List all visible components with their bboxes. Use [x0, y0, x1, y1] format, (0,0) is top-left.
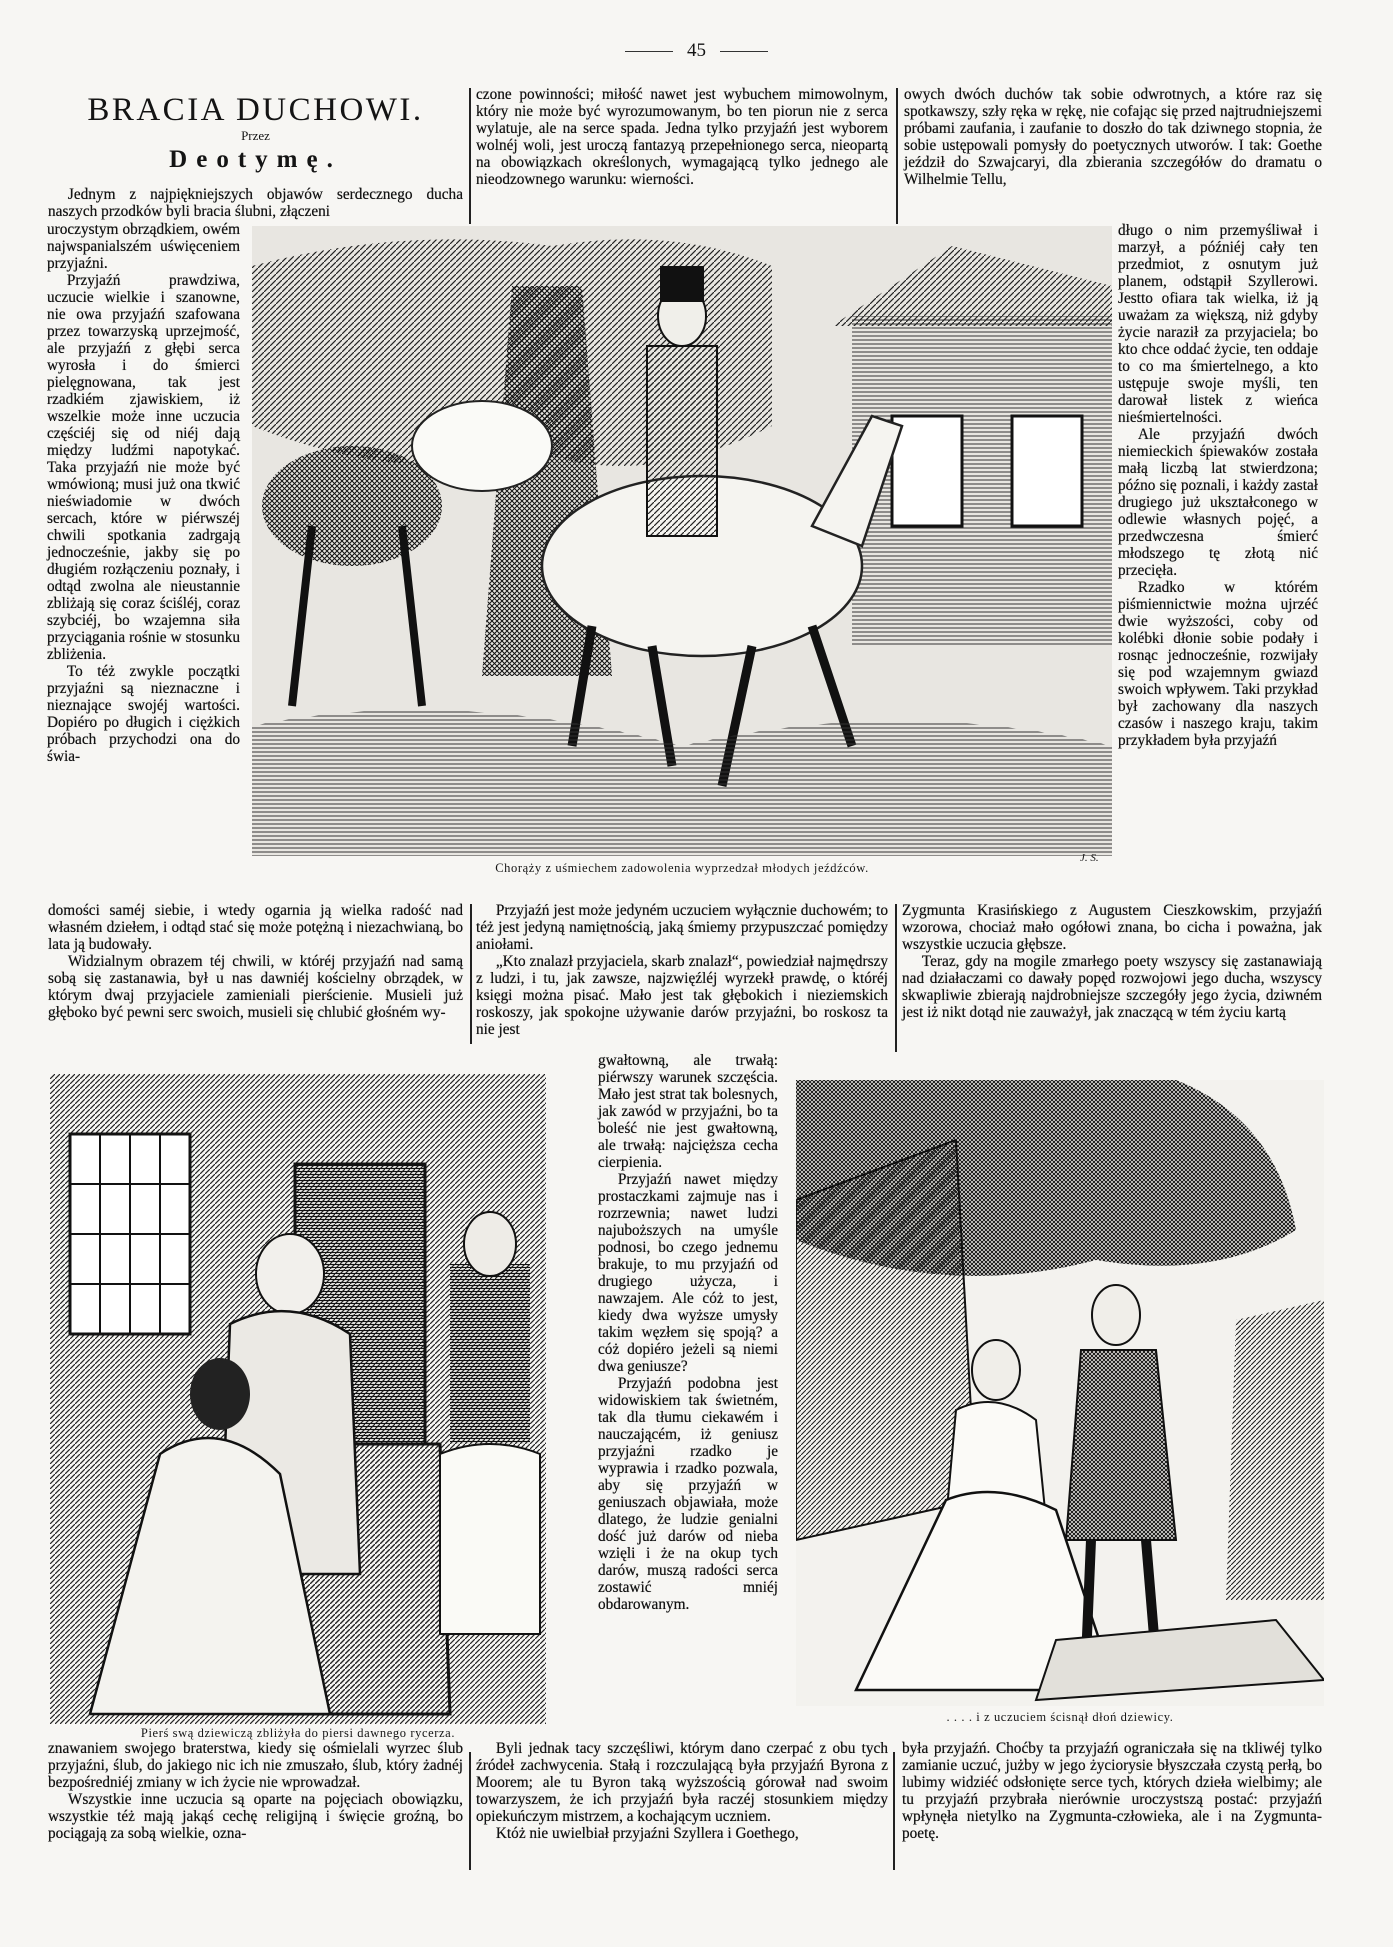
text-col2-narrow [598, 1052, 778, 1613]
column-rule [469, 88, 471, 224]
paragraph: domości saméj siebie, i wtedy ogarnia ją wielka radość nad własném dziełem, i odtąd stać się może potężną i niezachwianą, bo lata ją budowały. [48, 902, 463, 953]
paragraph: owych dwóch duchów tak sobie odwrotnych, a które raz się spotkawszy, szły ręka w rękę, nie cofając się przed najtrudniejszemi próbami zaufania, i zaufanie to doszło do tak dziwnego stopnia, że sobie ustępowali pomysły do poetycznych utworów. I tak: Goethe jeździł do Szwajcaryi, dla zbierania szczegółów do dramatu o Wilhelmie Tellu, [904, 86, 1322, 188]
text-col2-mid [476, 902, 888, 1038]
illustration-caption: Pierś swą dziewiczą zbliżyła do piersi dawnego rycerza. [140, 1726, 456, 1740]
column-rule [469, 1752, 471, 1870]
article-title: BRACIA DUCHOWI. [87, 92, 424, 128]
paragraph: Ale przyjaźń dwóch niemieckich śpiewaków została małą liczbą lat stwierdzona; późno się poznali, i każdy zastał drugiego już ukształconego w odlewie własnych pojęć, a przedwczesna śmierć młodszego tę złotą nić przecięła. [1118, 426, 1318, 579]
paragraph: Zygmunta Krasińskiego z Augustem Cieszkowskim, przyjaźń wzorowa, chociaż mało ogółowi znana, bo cicha i poważna, jak wszystkie uczucia głębsze. [902, 902, 1322, 953]
paragraph: Byli jednak tacy szczęśliwi, którym dano czerpać z obu tych źródeł zachwycenia. Stałą i rozczulającą była przyjaźń Byrona z Moorem; ale tu Byron taką wyższością górował nad swoim towarzyszem, że ich przyjaźń była raczéj stosunkiem między opiekuńczym mistrzem, a kochającym uczniem. [476, 1740, 888, 1825]
paragraph: Widzialnym obrazem téj chwili, w któréj przyjaźń nad samą sobą się zastanawia, był u nas dawniéj kościelny obrządek, w którym dwaj przyjaciele zamieniali pierścienie. Musieli już głęboko być pewni serc swoich, musieli się chlubić głośném wy- [48, 953, 463, 1021]
paragraph: Przyjaźń nawet między prostaczkami zajmuje nas i rozrzewnia; nawet ludzi najuboższych na umyśle podnosi, bo czego jednemu brakuje, to mu przyjaźń od drugiego użycza, i nawzajem. Ale cóż to jest, kiedy dwa wyższe umysły takim węzłem się spoją? a cóż dopiéro jeżeli są niemi dwa geniusze? [598, 1171, 778, 1375]
text-col1-bottom [48, 1740, 463, 1842]
paragraph: To téż zwykle początki przyjaźni są nieznaczne i nieznające swojéj wartości. Dopiéro po długich i ciężkich próbach przychodzi ona do świa- [47, 663, 240, 765]
paragraph: Któż nie uwielbiał przyjaźni Szyllera i Goethego, [495, 1825, 799, 1842]
text-col3-narrow [1118, 222, 1318, 749]
column-rule [895, 904, 897, 1052]
paragraph: Przyjaźń prawdziwa, uczucie wielkie i szanowne, nie owa przyjaźń szafowana przez towarzyską uprzejmość, ale przyjaźń z głębi serca wyrosła i do śmierci pielęgnowana, tak jest rzadkiém zjawiskiem, iż wszelkie może inne uczucia częściéj się od niéj dają między ludźmi napotykać. Taka przyjaźń nie może być wmówioną; musi już ona tkwić nieświadomie w dwóch sercach, które w piérwszéj chwili spotkania zadrgają jednocześnie, jakby się po długiém rozłączeniu poznały, i odtąd zwolna ale nieustannie zbliżają się coraz ściśléj, coraz szybciéj, bo wzajemna siła przyciągania rośnie w stosunku zbliżenia. [47, 272, 240, 663]
paragraph: gwałtowną, ale trwałą: piérwszy warunek szczęścia. Mało jest strat tak bolesnych, jak zawód w przyjaźni, bo ta boleść nie jest gwałtowną, ale trwałą: najcięższa cecha cierpienia. [598, 1052, 778, 1171]
illustration-caption: Chorąży z uśmiechem zadowolenia wyprzedzał młodych jeźdźców. [495, 861, 869, 875]
paragraph: „Kto znalazł przyjaciela, skarb znalazł“, powiedział najmędrszy z ludzi, i tu, jak zawsze, najzwięźléj wyrzekł prawdę, o któréj księgi można pisać. Mało jest tak głębokich i nieziemskich roskoszy, jak spokojne używanie darów przyjaźni, bo roskosz ta nie jest [476, 953, 888, 1038]
paragraph: znawaniem swojego braterstwa, kiedy się ośmielali wyrzec ślub przyjaźni, ślub, do jakiego nic ich nie zmuszało, ślub, który żadnéj bezpośredniéj zmiany w ich życie nie wprowadzał. [48, 1740, 463, 1791]
paragraph: Rzadko w którém piśmiennictwie można ujrzéć dwie wyższości, coby od kolébki dłonie sobie podały i rosnąc jednocześnie, rozwijały się pod wzajemnym gwiazd swoich wpływem. Taki przykład był zachowany dla naszych czasów i naszego kraju, takim przykładem była przyjaźń [1118, 579, 1318, 749]
illustration-chair-scene [50, 1074, 546, 1724]
text-col3-bottom [902, 1740, 1322, 1842]
text-col1-mid [48, 902, 463, 1021]
column-rule [470, 904, 472, 1044]
page-number [0, 40, 1393, 62]
paragraph: była przyjaźń. Choćby ta przyjaźń ograniczała się na tkliwéj tylko zamianie uczuć, jużby w jego życiorysie błyszczała czystą perłą, bo lubimy widziéć odsłonięte serce tych, których dzieła wielbimy; ale tu przyjaźń przybrała nierównie uroczystszą postać: przyjaźń wpłynęła nietylko na Zygmunta-człowieka, ale i na Zygmunta-poetę. [902, 1740, 1322, 1842]
paragraph: uroczystym obrządkiem, owém najwspanialszém uświęceniem przyjaźni. [47, 221, 240, 272]
column-rule [896, 88, 898, 224]
column-rule [893, 1752, 895, 1870]
paragraph: Wszystkie inne uczucia są oparte na pojęciach obowiązku, wszystkie téż mają jakąś cechę religijną i święcie groźną, bo pociągają za sobą wielkie, ozna- [48, 1791, 463, 1842]
page-number-text: 45 [687, 40, 706, 61]
text-col1-narrow [47, 221, 240, 765]
text-col1-top [48, 186, 463, 220]
paragraph: Przyjaźń jest może jedyném uczuciem wyłącznie duchowém; to téż jest jedyną namiętnością, jaką śmiemy przypuszczać pomiędzy aniołami. [476, 902, 888, 953]
paragraph: Teraz, gdy na mogile zmarłego poety wszyscy się zastanawiają nad działaczami co dawały popęd rozwojowi jego ducha, wszyscy skwapliwie zbierają najdrobniejsze szczegóły jego życia, dziwném jest iż nikt dotąd nie zauważył, jak znaczącą w tém życiu kartą [902, 953, 1322, 1021]
text-col2-bottom [476, 1740, 888, 1842]
illustration-couple [796, 1080, 1324, 1706]
illustration-caption: . . . . i z uczuciem ścisnął dłoń dziewicy. [946, 1710, 1174, 1724]
text-col2-top [476, 86, 888, 188]
paragraph: Jednym z najpiękniejszych objawów serdecznego ducha naszych przodków byli bracia ślubni, złączeni [48, 186, 463, 220]
author-name: Deotymę. [169, 146, 342, 173]
byline-prefix: Przez [241, 128, 270, 143]
paragraph: długo o nim przemyśliwał i marzył, a późniéj cały ten przedmiot, z osnutym już planem, odstąpił Szyllerowi. Jestto ofiara tak wielka, iż ją uważam za większą, niż gdyby życie naraził za przyjaciela; bo kto chce oddać życie, ten oddaje to co ma śmiertelnego, a kto ustępuje swoje myśli, ten darował listek z wieńca nieśmiertelności. [1118, 222, 1318, 426]
text-col3-top [904, 86, 1322, 188]
paragraph: Przyjaźń podobna jest widowiskiem tak świetném, tak dla tłumu ciekawém i nauczającém, iż geniusz przyjaźni rzadko je wyprawia i rzadko pozwala, aby się przyjaźń w geniuszach objawiała, może dlatego, że ludzie genialni dość już darów od nieba wzięli i że na okup tych darów, muszą radości serca zostawić mniéj obdarowanym. [598, 1375, 778, 1613]
engraver-signature: J. S. [1080, 852, 1099, 864]
text-col3-mid [902, 902, 1322, 1021]
illustration-riders [252, 226, 1112, 856]
paragraph: czone powinności; miłość nawet jest wybuchem mimowolnym, który nie może być wyrozumowanym, bo ten piorun nie z serca wylatuje, ale na serce spada. Jedna tylko przyjaźń jest wyborem wolnéj woli, jest uroczą fantazyą przepełnionego serca, nieopartą na obowiązkach określonych, wymagającą tylko jednego ale nieodzownego warunku: wierności. [476, 86, 888, 188]
